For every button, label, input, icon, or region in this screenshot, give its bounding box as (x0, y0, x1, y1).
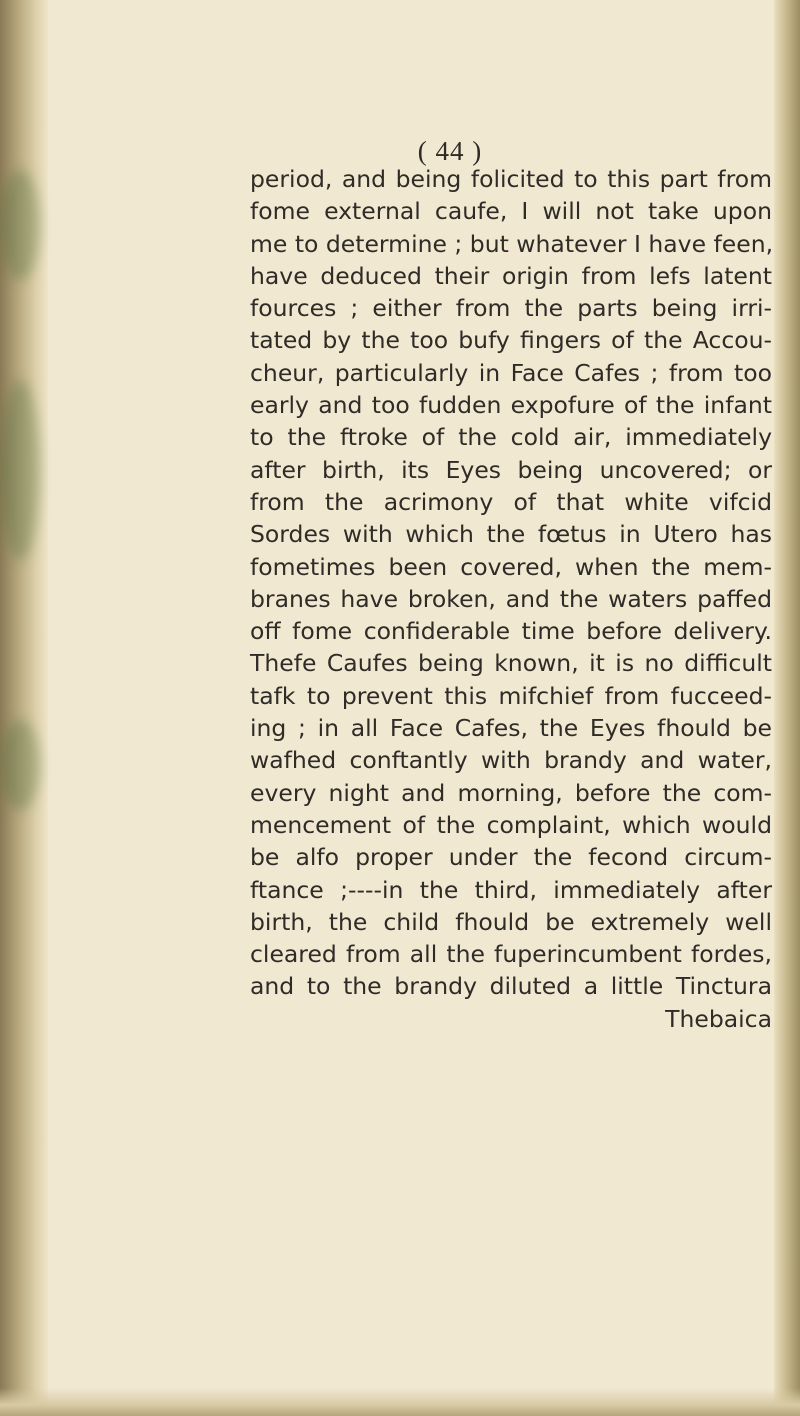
page-stain (0, 170, 40, 280)
page-stain (0, 720, 40, 810)
page-number-header: ( 44 ) (417, 136, 483, 166)
text-line: period, and being folicited to this part from (250, 165, 772, 193)
text-line: me to determine ; but whatever I have feen, (250, 229, 774, 258)
text-line: Sordes with which the fœtus in Utero has (250, 520, 772, 549)
text-line: ftance ;----in the third, immediately after (250, 875, 772, 904)
text-line: after birth, its Eyes being uncovered; or (250, 455, 772, 484)
text-line: from the acrimony of that white vifcid (250, 487, 772, 516)
text-line: branes have broken, and the waters paffed (250, 584, 772, 613)
text-line: tated by the too bufy fingers of the Accou- (250, 326, 772, 355)
text-line: wafhed conftantly with brandy and water, (250, 746, 772, 775)
text-line: fome external caufe, I will not take upon (250, 197, 772, 226)
text-line: mencement of the complaint, which would (250, 810, 772, 839)
catchword: Thebaica (665, 1004, 772, 1033)
text-line: tafk to prevent this mifchief from fucceed- (250, 681, 772, 710)
text-line: birth, the child fhould be extremely well (250, 907, 772, 936)
body-text (250, 163, 772, 1035)
text-line: early and too fudden expofure of the infant (250, 391, 772, 420)
binding-gutter (0, 0, 48, 1416)
text-line: Thefe Caufes being known, it is no difficult (250, 649, 772, 678)
text-line: and to the brandy diluted a little Tinctura (250, 972, 772, 1001)
text-line: off fome confiderable time before delivery. (250, 617, 772, 646)
text-line: have deduced their origin from lefs latent (250, 261, 772, 290)
text-line: ing ; in all Face Cafes, the Eyes fhould be (250, 714, 772, 743)
text-line: fources ; either from the parts being irri- (250, 294, 772, 323)
text-line: be alfo proper under the fecond circum- (250, 843, 772, 872)
text-line: every night and morning, before the com- (250, 778, 772, 807)
page-stain (0, 380, 40, 560)
page-edge-bottom (0, 1388, 800, 1416)
page-edge-right (774, 0, 800, 1416)
text-line: to the ftroke of the cold air, immediately (250, 423, 772, 452)
text-line: cheur, particularly in Face Cafes ; from too (250, 358, 772, 387)
text-line: fometimes been covered, when the mem- (250, 552, 772, 581)
text-line: cleared from all the fuperincumbent fordes, (250, 940, 772, 969)
